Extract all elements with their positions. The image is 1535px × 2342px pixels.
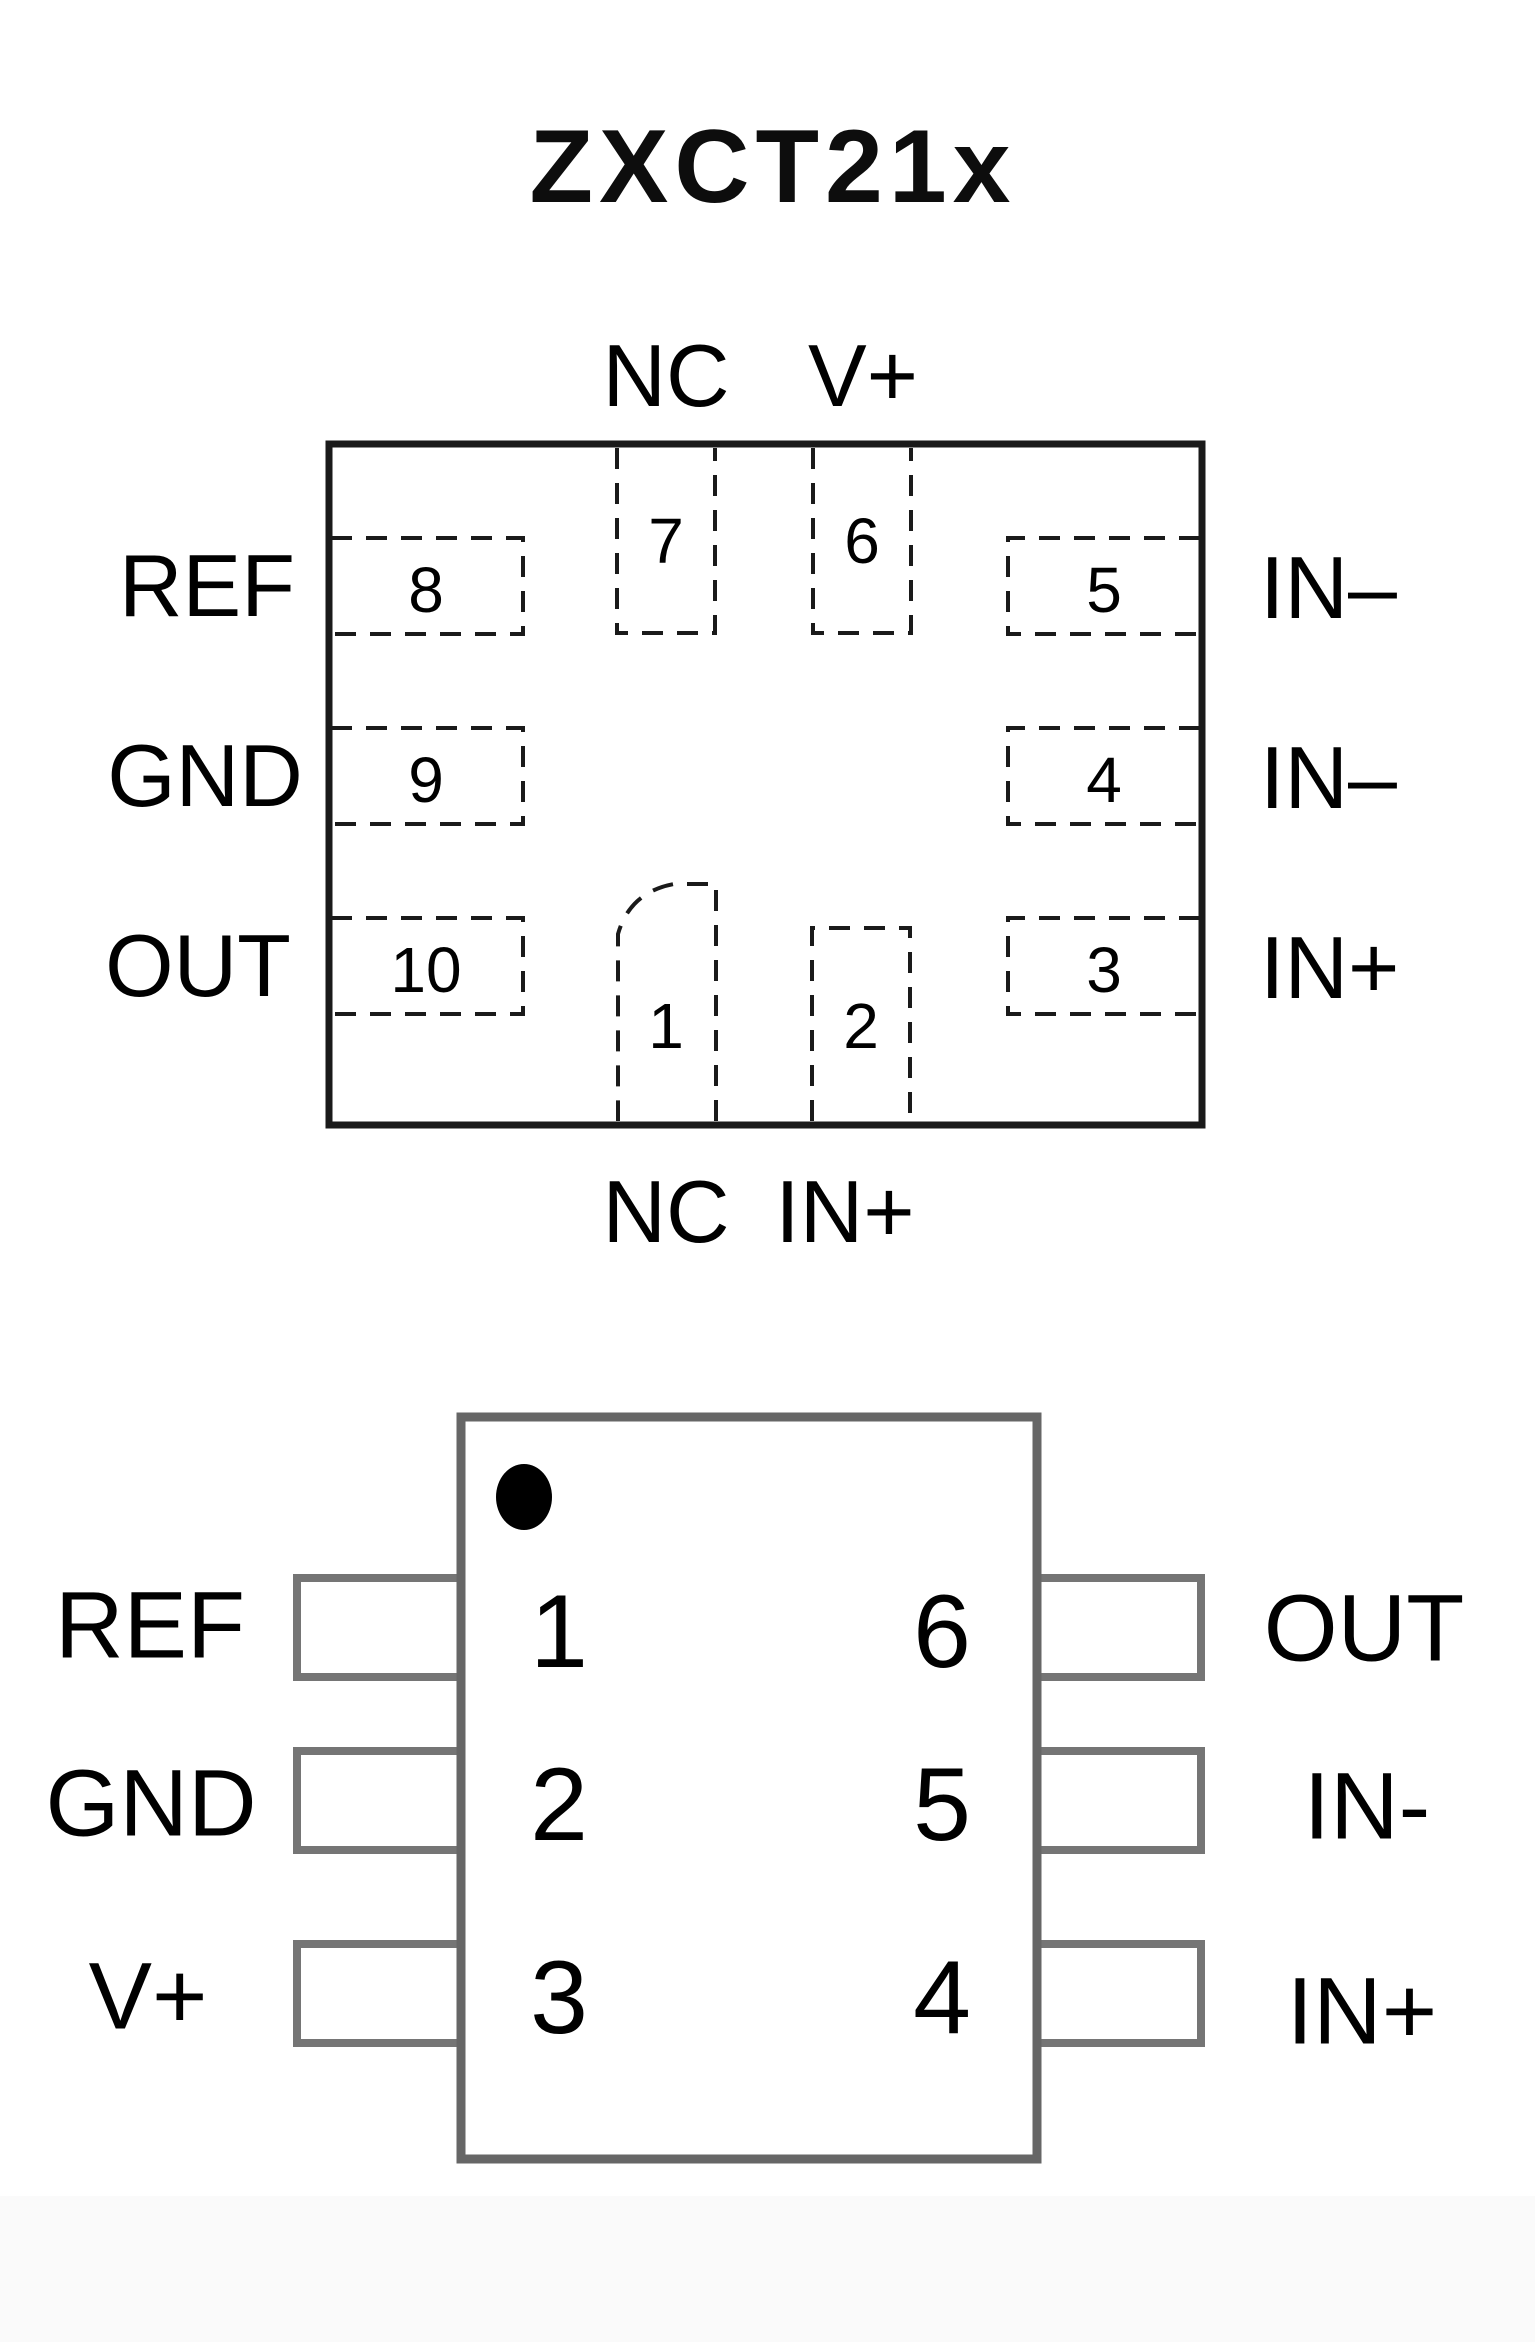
top-label-in-minus-1: IN– [1260,538,1397,637]
top-pin-number-2: 2 [843,990,879,1062]
top-label-vplus-top: V+ [807,326,919,425]
top-pinout-diagram [329,444,1202,1125]
inminus-pin-stub [1031,1751,1201,1850]
bottom-pin-number-2: 2 [530,1747,588,1863]
dfn-package-outline [329,444,1202,1125]
out-pin-stub [1031,1578,1201,1677]
bottom-pin-number-6: 6 [913,1574,971,1690]
top-label-in-plus-bottom: IN+ [775,1162,915,1261]
top-pin-number-5: 5 [1086,554,1122,626]
vplus-pin-stub [297,1944,467,2043]
top-label-out: OUT [105,916,291,1015]
top-label-gnd: GND [107,726,303,825]
top-label-in-plus: IN+ [1260,918,1400,1017]
top-pin-number-10: 10 [390,934,462,1006]
inplus-pin-stub [1031,1944,1201,2043]
top-pin-number-4: 4 [1086,744,1122,816]
bottom-label-ref: REF [55,1572,245,1679]
top-pin-number-8: 8 [408,554,444,626]
top-pin-number-9: 9 [408,744,444,816]
bottom-label-in-plus: IN+ [1286,1958,1438,2065]
gnd-pin-stub [297,1751,467,1850]
bottom-pin-number-4: 4 [913,1940,971,2056]
bottom-label-out: OUT [1263,1575,1465,1682]
pin1-indicator-dot [496,1464,552,1530]
top-label-in-minus-2: IN– [1260,728,1397,827]
bottom-pin-number-5: 5 [913,1747,971,1863]
page-title: ZXCT21x [529,109,1017,225]
top-label-ref: REF [119,536,295,635]
top-pin-number-1: 1 [648,990,684,1062]
bottom-label-vplus: V+ [88,1943,208,2050]
top-label-nc-bottom: NC [602,1162,730,1261]
top-pin-number-7: 7 [648,505,684,577]
bottom-pin-number-1: 1 [530,1574,588,1690]
bottom-label-in-minus: IN- [1303,1753,1431,1860]
top-label-nc-top: NC [602,326,730,425]
bottom-label-gnd: GND [45,1750,257,1857]
bottom-pin-number-3: 3 [530,1940,588,2056]
bottom-pinout-diagram [297,1417,1201,2159]
ref-pin-stub [297,1578,467,1677]
top-pin-number-6: 6 [844,505,880,577]
top-pin-number-3: 3 [1086,934,1122,1006]
